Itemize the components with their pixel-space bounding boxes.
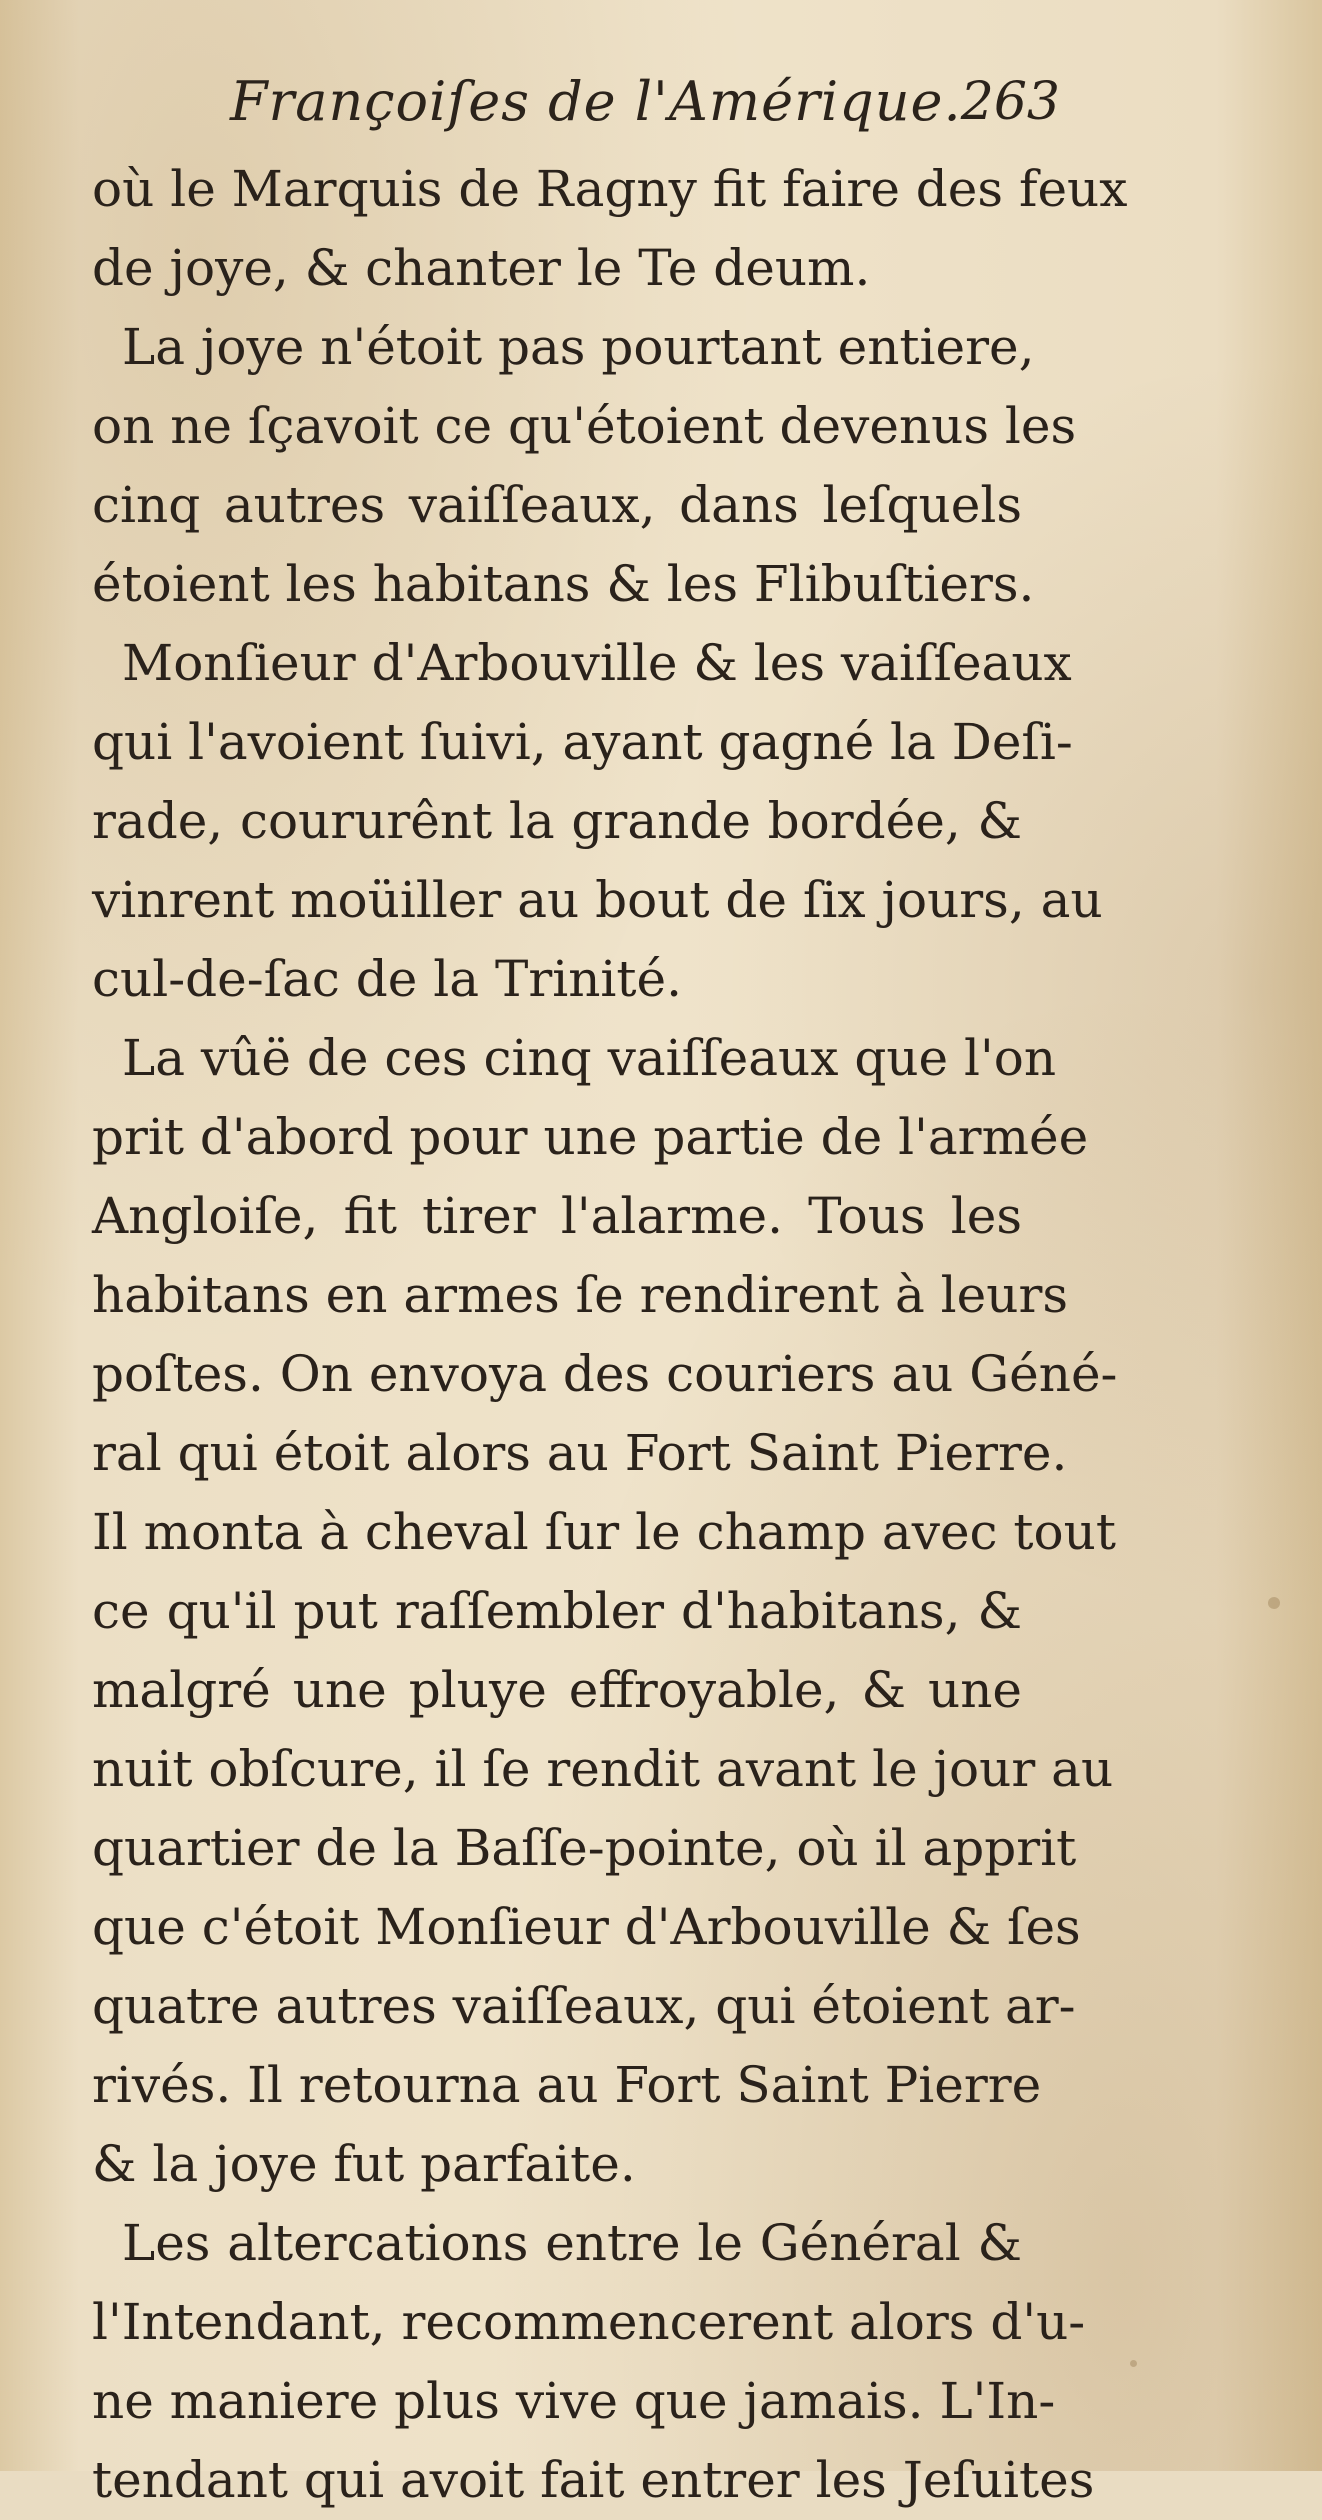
text-line: quatre autres vaiſſeaux, qui étoient ar-: [92, 1977, 1076, 2035]
text-line: & la joye fut parfaite.: [92, 2135, 636, 2193]
text-line: de joye, & chanter le Te deum.: [92, 239, 871, 297]
text-line: prit d'abord pour une partie de l'armée: [92, 1108, 1089, 1166]
text-line: tendant qui avoit fait entrer les Jeſuites: [92, 2451, 1095, 2509]
text-line: malgré une pluye effroyable, & une: [92, 1661, 1022, 1719]
text-line: poſtes. On envoya des couriers au Géné-: [92, 1345, 1118, 1403]
text-line: Monſieur d'Arbouville & les vaiſſeaux: [122, 634, 1072, 692]
text-line: rade, coururênt la grande bordée, &: [92, 792, 1022, 850]
text-line: quartier de la Baſſe-pointe, où il apprit: [92, 1819, 1077, 1877]
text-line: qui l'avoient ſuivi, ayant gagné la Deſi-: [92, 713, 1073, 771]
text-line: cul-de-ſac de la Trinité.: [92, 950, 682, 1008]
text-line: cinq autres vaiſſeaux, dans leſquels: [92, 476, 1022, 534]
text-line: ne maniere plus vive que jamais. L'In-: [92, 2372, 1056, 2430]
text-line: que c'étoit Monſieur d'Arbouville & ſes: [92, 1898, 1081, 1956]
text-line: ral qui étoit alors au Fort Saint Pierre.: [92, 1424, 1068, 1482]
text-line: Les altercations entre le Général &: [122, 2214, 1022, 2272]
stain-spot: [1130, 2360, 1137, 2367]
body-text: [92, 150, 1128, 2520]
text-line: Angloiſe, fit tirer l'alarme. Tous les: [92, 1187, 1022, 1245]
text-line: étoient les habitans & les Flibuſtiers.: [92, 555, 1035, 613]
running-title: Françoiſes de l'Amérique.: [230, 70, 962, 133]
text-line: ce qu'il put raſſembler d'habitans, &: [92, 1582, 1022, 1640]
text-line: nuit obſcure, il ſe rendit avant le jour au: [92, 1740, 1114, 1798]
text-line: l'Intendant, recommencerent alors d'u-: [92, 2293, 1086, 2351]
text-line: habitans en armes ſe rendirent à leurs: [92, 1266, 1069, 1324]
text-line: La vûë de ces cinq vaiſſeaux que l'on: [122, 1029, 1057, 1087]
running-header: [230, 70, 1060, 160]
page-number: 263: [960, 72, 1060, 132]
text-line: La joye n'étoit pas pourtant entiere,: [122, 318, 1035, 376]
text-line: vinrent moüiller au bout de ſix jours, au: [92, 871, 1103, 929]
text-line: rivés. Il retourna au Fort Saint Pierre: [92, 2056, 1042, 2114]
text-line: où le Marquis de Ragny fit faire des feux: [92, 160, 1128, 218]
text-line: Il monta à cheval ſur le champ avec tout: [92, 1503, 1116, 1561]
text-line: on ne ſçavoit ce qu'étoient devenus les: [92, 397, 1077, 455]
stain-spot: [1268, 1597, 1280, 1609]
